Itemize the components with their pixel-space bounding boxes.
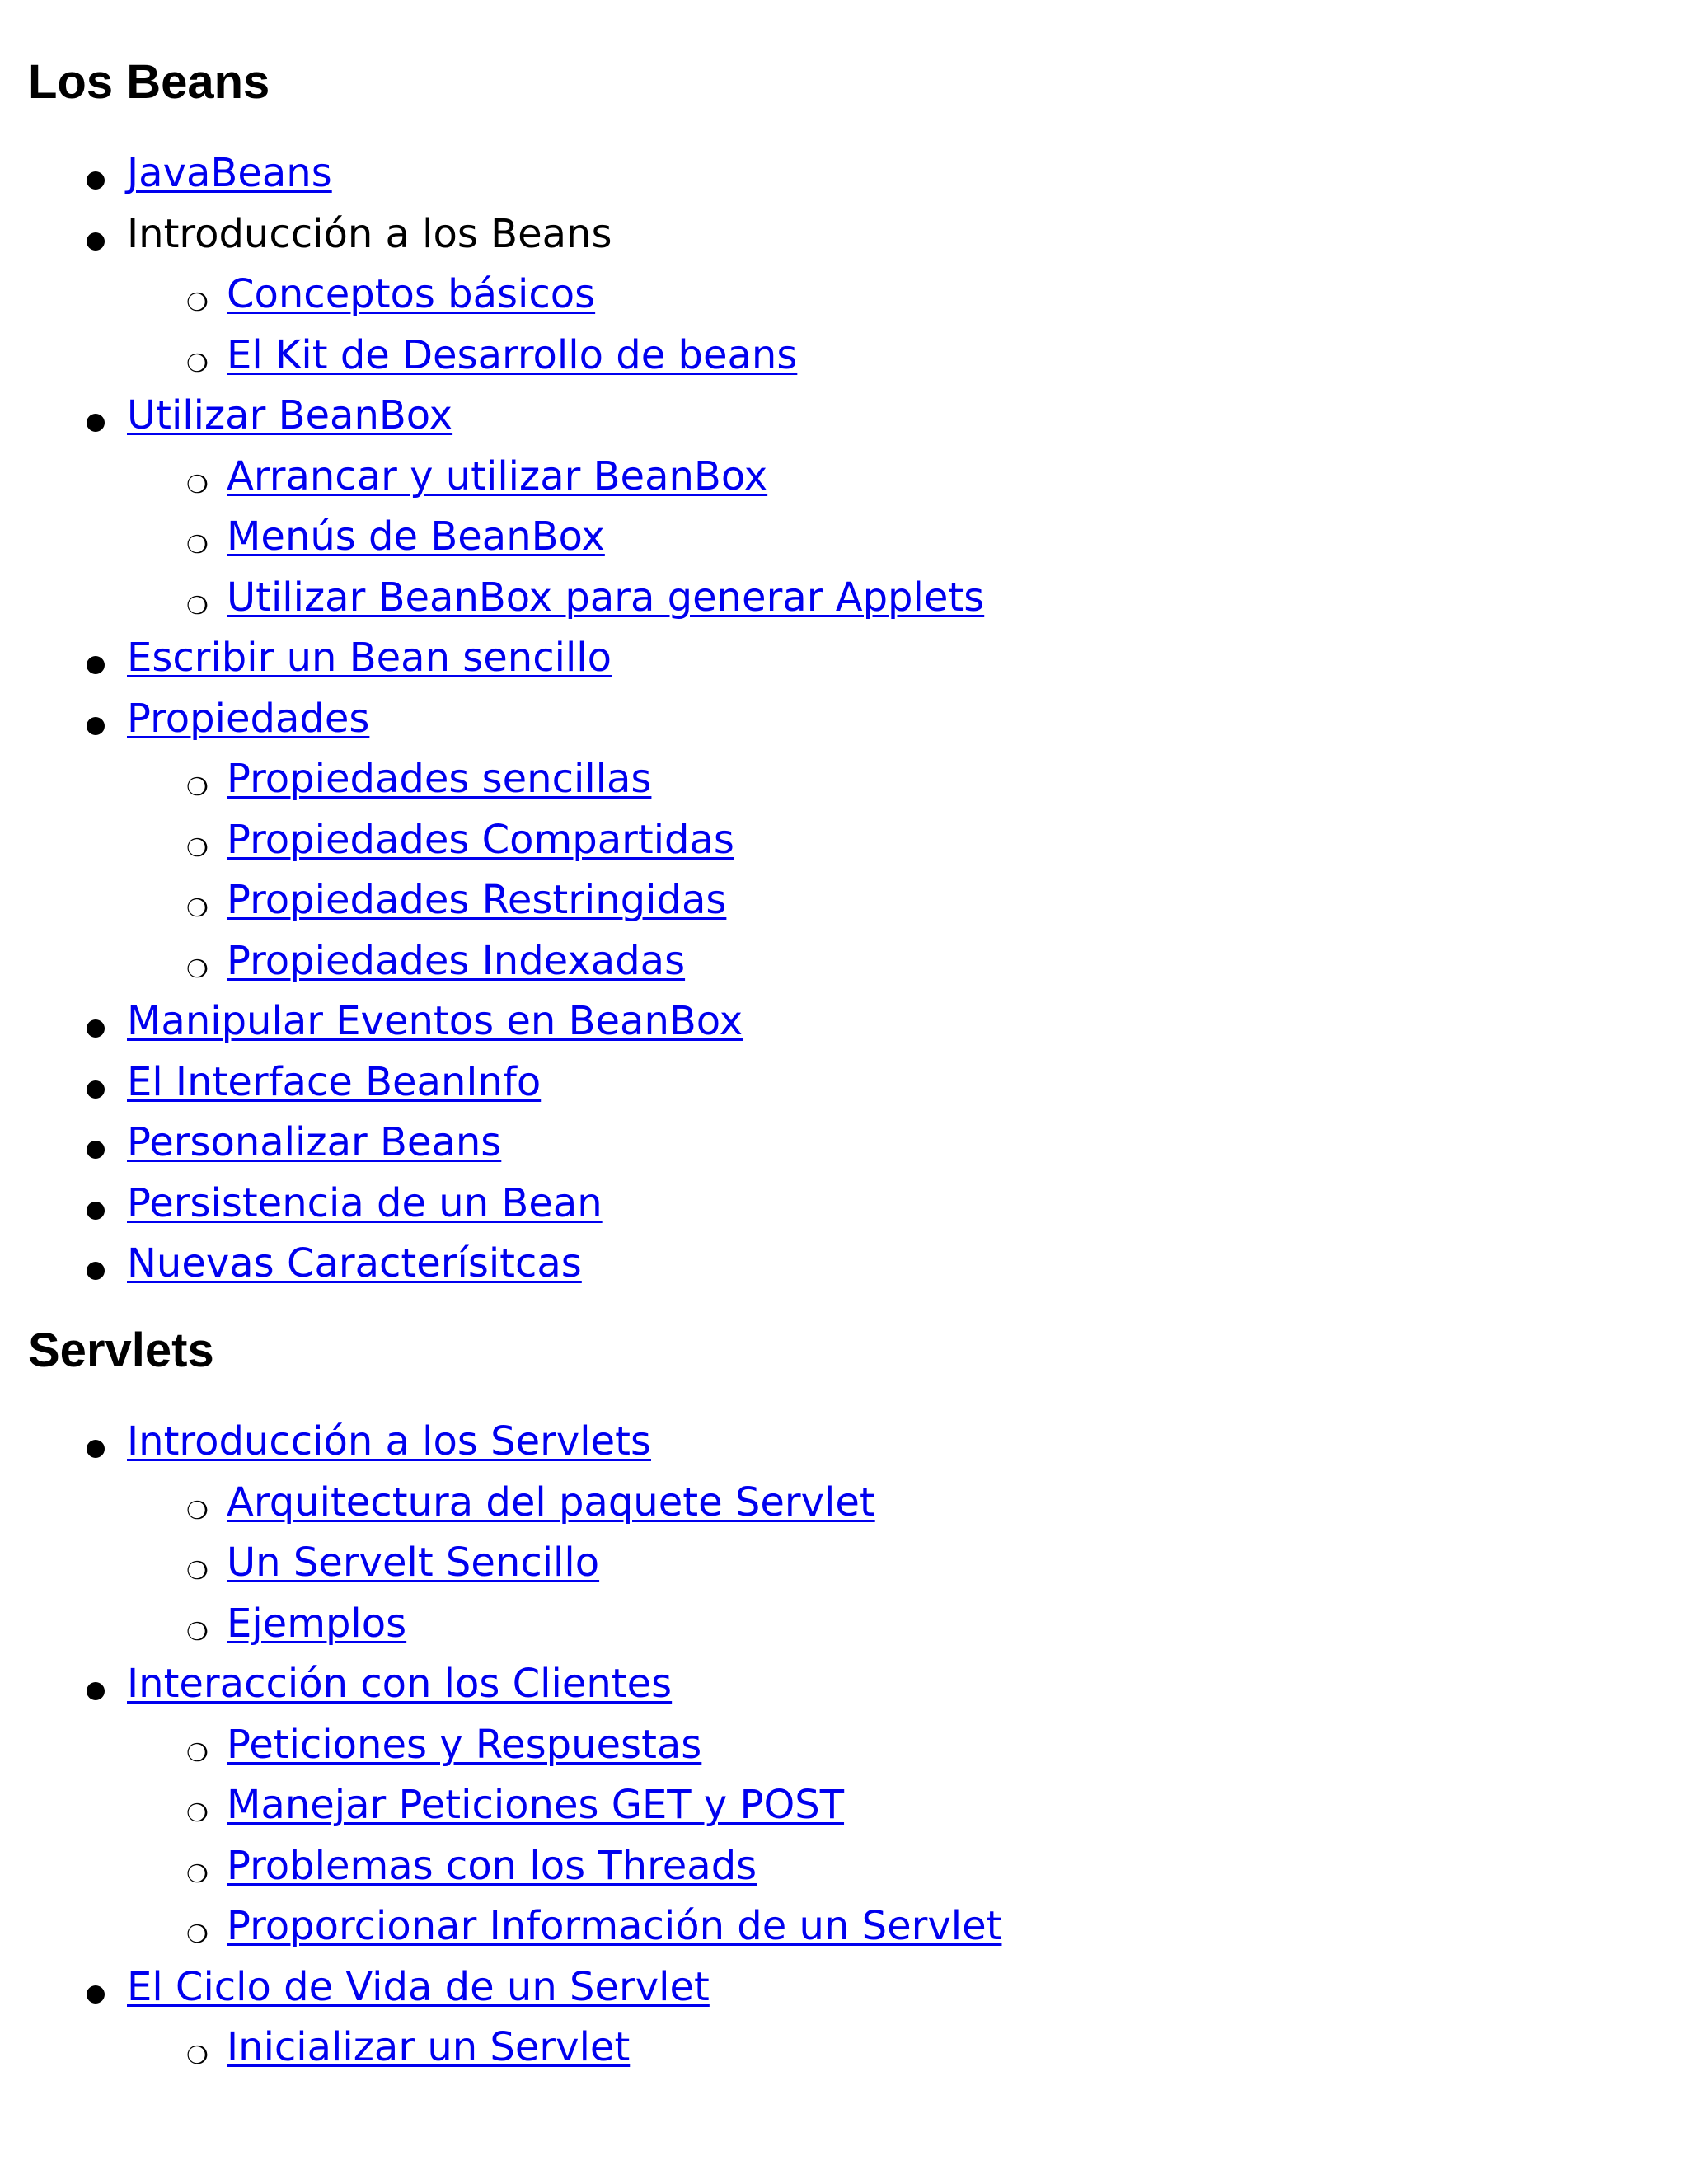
link-propiedades[interactable]: Propiedades xyxy=(127,695,370,742)
link-conceptos-basicos[interactable]: Conceptos básicos xyxy=(227,271,596,317)
link-servelt-sencillo[interactable]: Un Servelt Sencillo xyxy=(227,1540,600,1586)
section-title-los-beans: Los Beans xyxy=(28,55,270,109)
link-nuevas-caracteristicas[interactable]: Nuevas Caracterísitcas xyxy=(127,1240,582,1286)
filled-circle-bullet-icon xyxy=(87,1682,105,1700)
filled-circle-bullet-icon xyxy=(87,1141,105,1159)
link-manipular-eventos[interactable]: Manipular Eventos en BeanBox xyxy=(127,998,743,1044)
link-beanbox-generar-applets[interactable]: Utilizar BeanBox para generar Applets xyxy=(227,574,985,621)
filled-circle-bullet-icon xyxy=(87,1202,105,1220)
link-introduccion-servlets[interactable]: Introducción a los Servlets xyxy=(127,1418,651,1465)
link-ejemplos[interactable]: Ejemplos xyxy=(227,1600,407,1647)
filled-circle-bullet-icon xyxy=(87,414,105,432)
link-javabeans[interactable]: JavaBeans xyxy=(127,150,332,196)
link-inicializar-servlet[interactable]: Inicializar un Servlet xyxy=(227,2024,631,2070)
link-utilizar-beanbox[interactable]: Utilizar BeanBox xyxy=(127,392,453,438)
hollow-circle-bullet-icon: ❍ xyxy=(186,773,209,802)
filled-circle-bullet-icon xyxy=(87,1019,105,1038)
filled-circle-bullet-icon xyxy=(87,232,105,251)
link-interaccion-clientes[interactable]: Interacción con los Clientes xyxy=(127,1661,673,1707)
link-manejar-get-post[interactable]: Manejar Peticiones GET y POST xyxy=(227,1782,845,1828)
link-proporcionar-informacion[interactable]: Proporcionar Información de un Servlet xyxy=(227,1903,1002,1949)
hollow-circle-bullet-icon: ❍ xyxy=(186,1859,209,1889)
hollow-circle-bullet-icon: ❍ xyxy=(186,470,209,499)
hollow-circle-bullet-icon: ❍ xyxy=(186,288,209,317)
hollow-circle-bullet-icon: ❍ xyxy=(186,954,209,984)
hollow-circle-bullet-icon: ❍ xyxy=(186,2041,209,2070)
hollow-circle-bullet-icon: ❍ xyxy=(186,1496,209,1526)
filled-circle-bullet-icon xyxy=(87,1262,105,1280)
link-arrancar-utilizar-beanbox[interactable]: Arrancar y utilizar BeanBox xyxy=(227,452,768,499)
link-propiedades-restringidas[interactable]: Propiedades Restringidas xyxy=(227,877,727,923)
hollow-circle-bullet-icon: ❍ xyxy=(186,894,209,923)
filled-circle-bullet-icon xyxy=(87,1985,105,2004)
link-interface-beaninfo[interactable]: El Interface BeanInfo xyxy=(127,1058,542,1105)
filled-circle-bullet-icon xyxy=(87,1440,105,1458)
filled-circle-bullet-icon xyxy=(87,1080,105,1099)
hollow-circle-bullet-icon: ❍ xyxy=(186,1799,209,1828)
link-menus-beanbox[interactable]: Menús de BeanBox xyxy=(227,513,605,560)
link-peticiones-respuestas[interactable]: Peticiones y Respuestas xyxy=(227,1721,702,1768)
link-personalizar-beans[interactable]: Personalizar Beans xyxy=(127,1119,502,1165)
link-ciclo-vida-servlet[interactable]: El Ciclo de Vida de un Servlet xyxy=(127,1963,710,2010)
hollow-circle-bullet-icon: ❍ xyxy=(186,833,209,863)
link-problemas-threads[interactable]: Problemas con los Threads xyxy=(227,1842,757,1889)
filled-circle-bullet-icon xyxy=(87,717,105,735)
hollow-circle-bullet-icon: ❍ xyxy=(186,1920,209,1949)
hollow-circle-bullet-icon: ❍ xyxy=(186,591,209,621)
item-introduccion-a-los-beans: Introducción a los Beans xyxy=(127,210,612,257)
link-propiedades-indexadas[interactable]: Propiedades Indexadas xyxy=(227,937,686,984)
hollow-circle-bullet-icon: ❍ xyxy=(186,349,209,378)
hollow-circle-bullet-icon: ❍ xyxy=(186,531,209,560)
link-propiedades-sencillas[interactable]: Propiedades sencillas xyxy=(227,756,652,802)
hollow-circle-bullet-icon: ❍ xyxy=(186,1738,209,1768)
link-arquitectura-paquete-servlet[interactable]: Arquitectura del paquete Servlet xyxy=(227,1479,875,1526)
link-kit-desarrollo-beans[interactable]: El Kit de Desarrollo de beans xyxy=(227,331,798,378)
hollow-circle-bullet-icon: ❍ xyxy=(186,1557,209,1586)
filled-circle-bullet-icon xyxy=(87,171,105,190)
section-title-servlets: Servlets xyxy=(28,1324,214,1377)
link-propiedades-compartidas[interactable]: Propiedades Compartidas xyxy=(227,816,734,863)
hollow-circle-bullet-icon: ❍ xyxy=(186,1617,209,1647)
link-escribir-bean-sencillo[interactable]: Escribir un Bean sencillo xyxy=(127,635,612,681)
filled-circle-bullet-icon xyxy=(87,656,105,674)
link-persistencia-bean[interactable]: Persistencia de un Bean xyxy=(127,1179,603,1226)
